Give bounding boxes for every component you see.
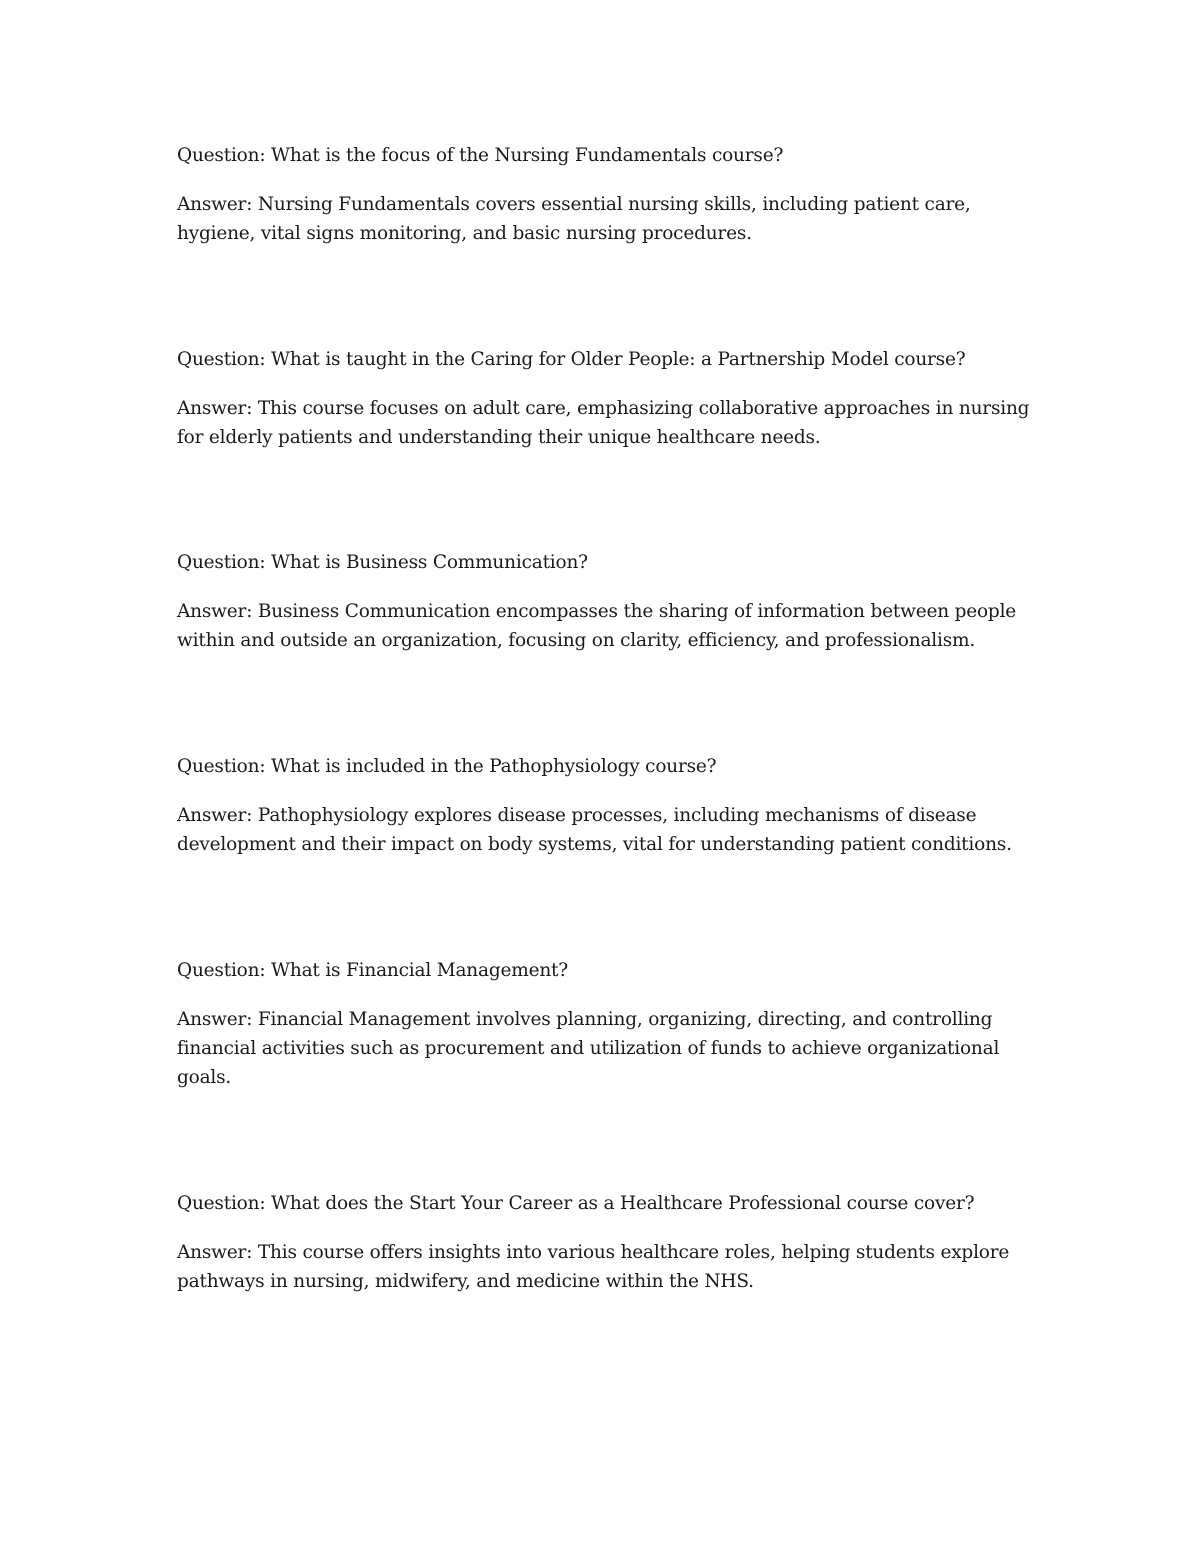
answer-text: Answer: This course offers insights into various healthcare roles, helping students explore pathways in nursing, midwifery, and medicine within the NHS. (177, 1242, 1010, 1292)
answer-text: Answer: This course focuses on adult care, emphasizing collaborative approaches in nursing for elderly patients and understanding their unique healthcare needs. (177, 398, 1030, 448)
question-text: Question: What is Financial Management? (177, 960, 568, 981)
qa-block (177, 752, 1037, 859)
question-text: Question: What is taught in the Caring for Older People: a Partnership Model course? (177, 349, 966, 370)
answer-text: Answer: Nursing Fundamentals covers essential nursing skills, including patient care, hygiene, vital signs monitoring, and basic nursing procedures. (177, 194, 971, 244)
question-text: Question: What does the Start Your Career as a Healthcare Professional course cover? (177, 1193, 975, 1214)
answer-text: Answer: Financial Management involves planning, organizing, directing, and controlling financial activities such as procurement and utilization of funds to achieve organizational goals. (177, 1009, 1000, 1088)
qa-block (177, 1189, 1037, 1296)
question-text: Question: What is included in the Pathophysiology course? (177, 756, 717, 777)
answer-text: Answer: Business Communication encompasses the sharing of information between people within and outside an organization, focusing on clarity, efficiency, and professionalism. (177, 601, 1017, 651)
question-text: Question: What is the focus of the Nursing Fundamentals course? (177, 145, 784, 166)
answer-text: Answer: Pathophysiology explores disease processes, including mechanisms of disease development and their impact on body systems, vital for understanding patient conditions. (177, 805, 1012, 855)
qa-block (177, 548, 1037, 655)
qa-block (177, 141, 1037, 248)
qa-block (177, 345, 1037, 452)
qa-block (177, 956, 1037, 1092)
question-text: Question: What is Business Communication? (177, 552, 588, 573)
